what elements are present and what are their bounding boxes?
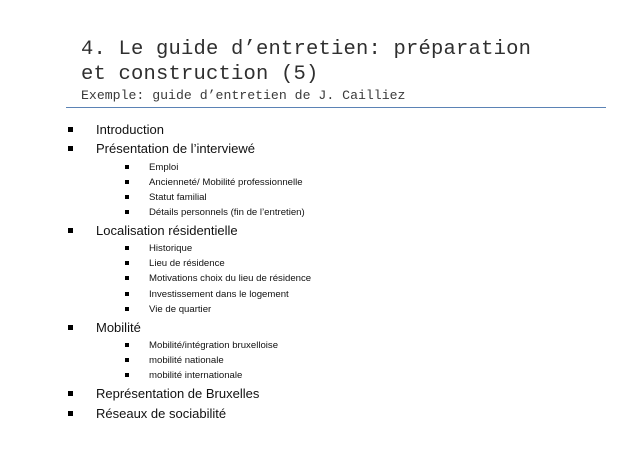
sub-list-item-label: Emploi <box>149 161 179 173</box>
square-bullet-icon <box>68 127 73 132</box>
square-bullet-icon <box>125 195 129 199</box>
sub-list <box>96 338 586 383</box>
sub-list-item <box>123 175 586 190</box>
square-bullet-icon <box>68 391 73 396</box>
sub-list-item-label: Lieu de résidence <box>149 258 225 270</box>
slide-title <box>81 37 601 87</box>
square-bullet-icon <box>125 358 129 362</box>
sub-list-item-label: mobilité nationale <box>149 355 224 367</box>
list-item <box>66 120 586 139</box>
sub-list-item-label: Historique <box>149 243 193 255</box>
list-item-label: Représentation de Bruxelles <box>96 386 260 402</box>
square-bullet-icon <box>125 343 129 347</box>
list-item-label: Introduction <box>96 122 164 137</box>
list-item <box>66 139 586 220</box>
sub-list-item-label: mobilité internationale <box>149 370 243 382</box>
square-bullet-icon <box>68 411 73 416</box>
title-divider <box>66 107 606 108</box>
slide-subtitle: Exemple: guide d’entretien de J. Cailliez <box>81 88 406 103</box>
sub-list-item <box>123 353 586 368</box>
list-item <box>66 221 586 317</box>
sub-list-item <box>123 271 586 286</box>
square-bullet-icon <box>125 292 129 296</box>
sub-list-item <box>123 368 586 383</box>
square-bullet-icon <box>125 373 129 377</box>
sub-list-item <box>123 256 586 271</box>
sub-list-item-label: Motivations choix du lieu de résidence <box>149 273 312 285</box>
sub-list-item <box>123 190 586 205</box>
square-bullet-icon <box>125 276 129 280</box>
square-bullet-icon <box>125 210 129 214</box>
slide-title-line-1: 4. Le guide d’entretien: préparation <box>81 38 532 61</box>
sub-list-item <box>123 241 586 256</box>
sub-list-item-label: Détails personnels (fin de l’entretien) <box>149 206 305 218</box>
list-item-label: Localisation résidentielle <box>96 222 238 238</box>
list-item-label: Présentation de l’interviewé <box>96 141 255 157</box>
sub-list-item <box>123 205 586 220</box>
square-bullet-icon <box>68 146 73 151</box>
list-item <box>66 404 586 423</box>
list-item-label: Réseaux de sociabilité <box>96 405 227 421</box>
sub-list-item-label: Vie de quartier <box>149 303 212 315</box>
list-item <box>66 318 586 384</box>
bullet-list <box>66 120 586 423</box>
sub-list-item-label: Investissement dans le logement <box>149 288 289 300</box>
sub-list-item-label: Mobilité/intégration bruxelloise <box>149 340 279 352</box>
sub-list-item <box>123 302 586 317</box>
list-item-label: Mobilité <box>96 319 141 335</box>
sub-list-item <box>123 287 586 302</box>
square-bullet-icon <box>68 325 73 330</box>
square-bullet-icon <box>125 180 129 184</box>
sub-list-item <box>123 160 586 175</box>
sub-list-item <box>123 338 586 353</box>
square-bullet-icon <box>125 261 129 265</box>
square-bullet-icon <box>68 228 73 233</box>
sub-list-item-label: Ancienneté/ Mobilité professionnelle <box>149 176 303 188</box>
sub-list <box>96 241 586 316</box>
square-bullet-icon <box>125 165 129 169</box>
sub-list <box>96 160 586 220</box>
slide-title-line-2: et construction (5) <box>81 63 319 86</box>
square-bullet-icon <box>125 307 129 311</box>
square-bullet-icon <box>125 246 129 250</box>
list-item <box>66 384 586 403</box>
sub-list-item-label: Statut familial <box>149 191 207 203</box>
